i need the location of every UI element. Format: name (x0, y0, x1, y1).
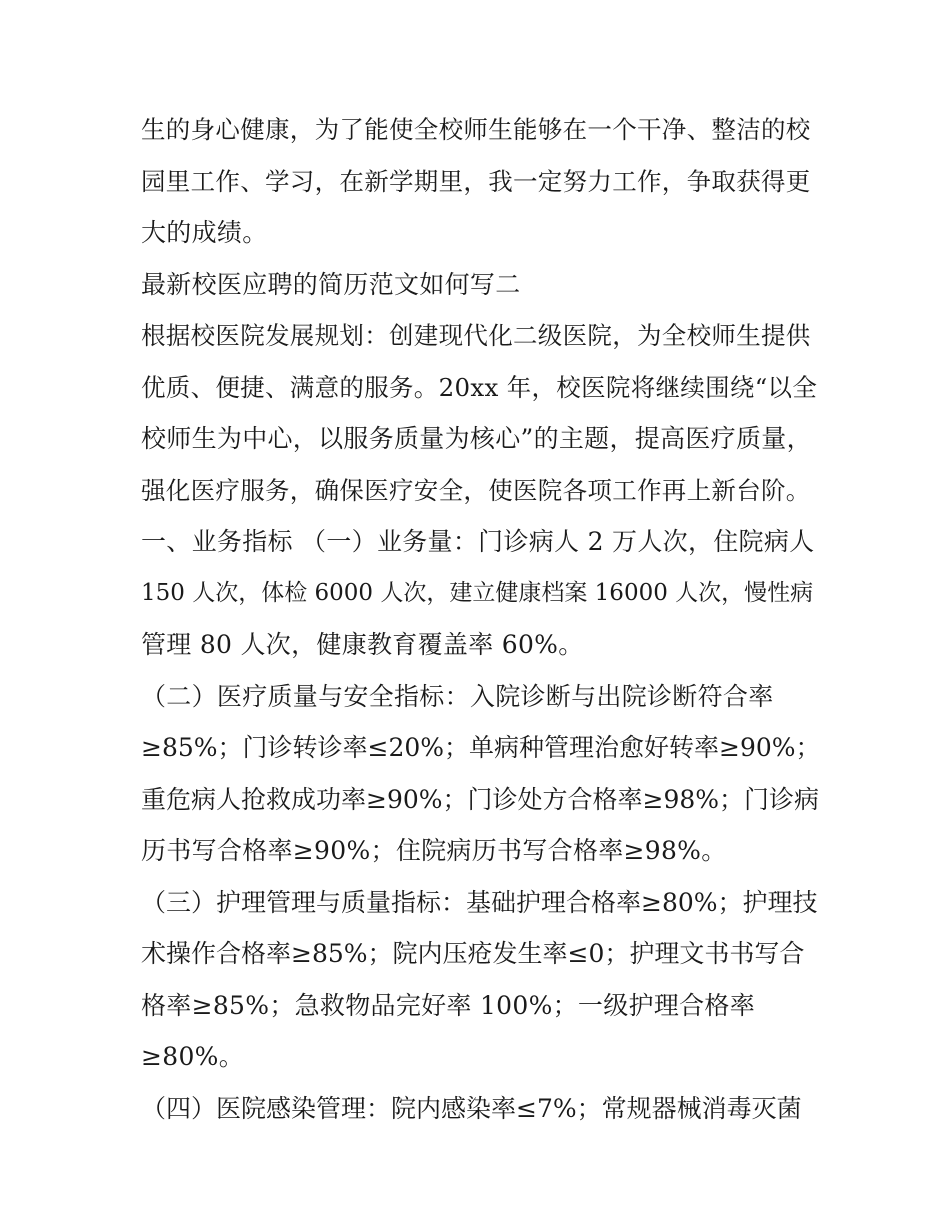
text-line: （三）护理管理与质量指标：基础护理合格率≥80%；护理技 (141, 887, 818, 917)
text-line: 园里工作、学习，在新学期里，我一定努力工作，争取获得更 (141, 166, 811, 196)
text-line: ≥80%。 (141, 1042, 245, 1071)
text-line: 校师生为中心，以服务质量为核心”的主题，提高医疗质量， (141, 424, 812, 453)
text-line: 格率≥85%；急救物品完好率 100%；一级护理合格率 (141, 990, 756, 1020)
text-line: 术操作合格率≥85%；院内压疮发生率≤0；护理文书书写合 (141, 939, 805, 968)
section-heading: 最新校医应聘的简历范文如何写二 (141, 269, 521, 299)
text-line: 生的身心健康，为了能使全校师生能够在一个干净、整洁的校 (141, 115, 811, 144)
document-body (141, 104, 821, 1134)
text-line: （四）医院感染管理：院内感染率≤7%；常规器械消毒灭菌 (141, 1093, 802, 1123)
text-line: 历书写合格率≥90%；住院病历书写合格率≥98%。 (141, 836, 727, 865)
text-line: 一、业务指标 （一）业务量：门诊病人 2 万人次，住院病人 (141, 527, 815, 556)
text-line: 根据校医院发展规划：创建现代化二级医院，为全校师生提供 (141, 321, 811, 350)
text-line: 大的成绩。 (141, 218, 268, 247)
text-line: 150 人次，体检 6000 人次，建立健康档案 16000 人次，慢性病 (141, 579, 814, 606)
text-line: 重危病人抢救成功率≥90%；门诊处方合格率≥98%；门诊病 (141, 784, 820, 814)
text-line: ≥85%；门诊转诊率≤20%；单病种管理治愈好转率≥90%； (141, 733, 821, 762)
text-line: （二）医疗质量与安全指标：入院诊断与出院诊断符合率 (141, 681, 774, 711)
text-line: 管理 80 人次，健康教育覆盖率 60%。 (141, 630, 584, 659)
text-line: 优质、便捷、满意的服务。20xx 年，校医院将继续围绕“以全 (141, 372, 818, 402)
text-line: 强化医疗服务，确保医疗安全，使医院各项工作再上新台阶。 (141, 475, 811, 505)
